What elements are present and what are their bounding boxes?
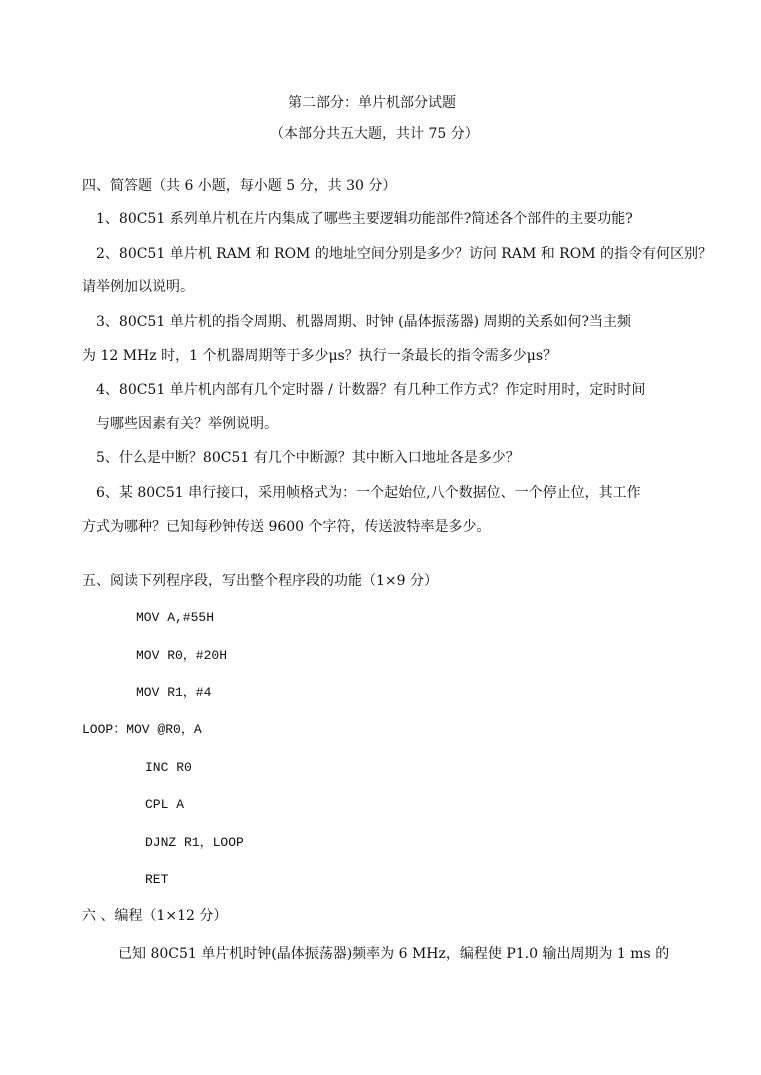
question-1: 1、80C51 系列单片机在片内集成了哪些主要逻辑功能部件?简述各个部件的主要功能? <box>96 211 633 227</box>
question-5: 5、什么是中断？80C51 有几个中断源？其中断入口地址各是多少？ <box>96 450 520 466</box>
question-4-line-2: 与哪些因素有关？举例说明。 <box>96 416 278 432</box>
question-6-line-1: 6、某 80C51 串行接口，采用帧格式为：一个起始位,八个数据位、一个停止位，其工作 <box>96 485 641 501</box>
question-2-line-2: 请举例加以说明。 <box>82 279 194 295</box>
code-line: DJNZ R1，LOOP <box>145 835 244 850</box>
code-line: RET <box>145 872 169 887</box>
code-line: MOV R1，#4 <box>136 685 212 700</box>
question-4-line-1: 4、80C51 单片机内部有几个定时器 / 计数器？有几种工作方式？作定时用时，定时时间 <box>96 382 646 398</box>
code-line: LOOP：MOV @R0，A <box>82 722 202 737</box>
section5-heading: 五、阅读下列程序段，写出整个程序段的功能（1×9 分） <box>82 573 438 589</box>
section4-heading: 四、简答题（共 6 小题，每小题 5 分，共 30 分） <box>82 178 397 194</box>
section6-text: 已知 80C51 单片机时钟(晶体振荡器)频率为 6 MHz，编程使 P1.0 输出周期为 1 ms 的 <box>118 946 670 962</box>
code-line: MOV A,#55H <box>136 610 215 625</box>
code-line: INC R0 <box>145 760 192 775</box>
section6-heading: 六 、编程（1×12 分） <box>82 908 228 924</box>
page-title: 第二部分：单片机部分试题 <box>288 95 456 111</box>
question-6-line-2: 方式为哪种？已知每秒钟传送 9600 个字符，传送波特率是多少。 <box>82 519 491 535</box>
question-3-line-2: 为 12 MHz 时，1 个机器周期等于多少μs？执行一条最长的指令需多少μs？ <box>82 348 558 364</box>
question-2-line-1: 2、80C51 单片机 RAM 和 ROM 的地址空间分别是多少？访问 RAM 和 ROM 的指令有何区别？ <box>96 246 712 262</box>
code-line: MOV R0，#20H <box>136 648 228 663</box>
code-line: CPL A <box>145 797 185 812</box>
question-3-line-1: 3、80C51 单片机的指令周期、机器周期、时钟 (晶体振荡器) 周期的关系如何?当主频 <box>96 314 632 330</box>
page-subtitle: （本部分共五大题，共计 75 分） <box>270 126 479 142</box>
